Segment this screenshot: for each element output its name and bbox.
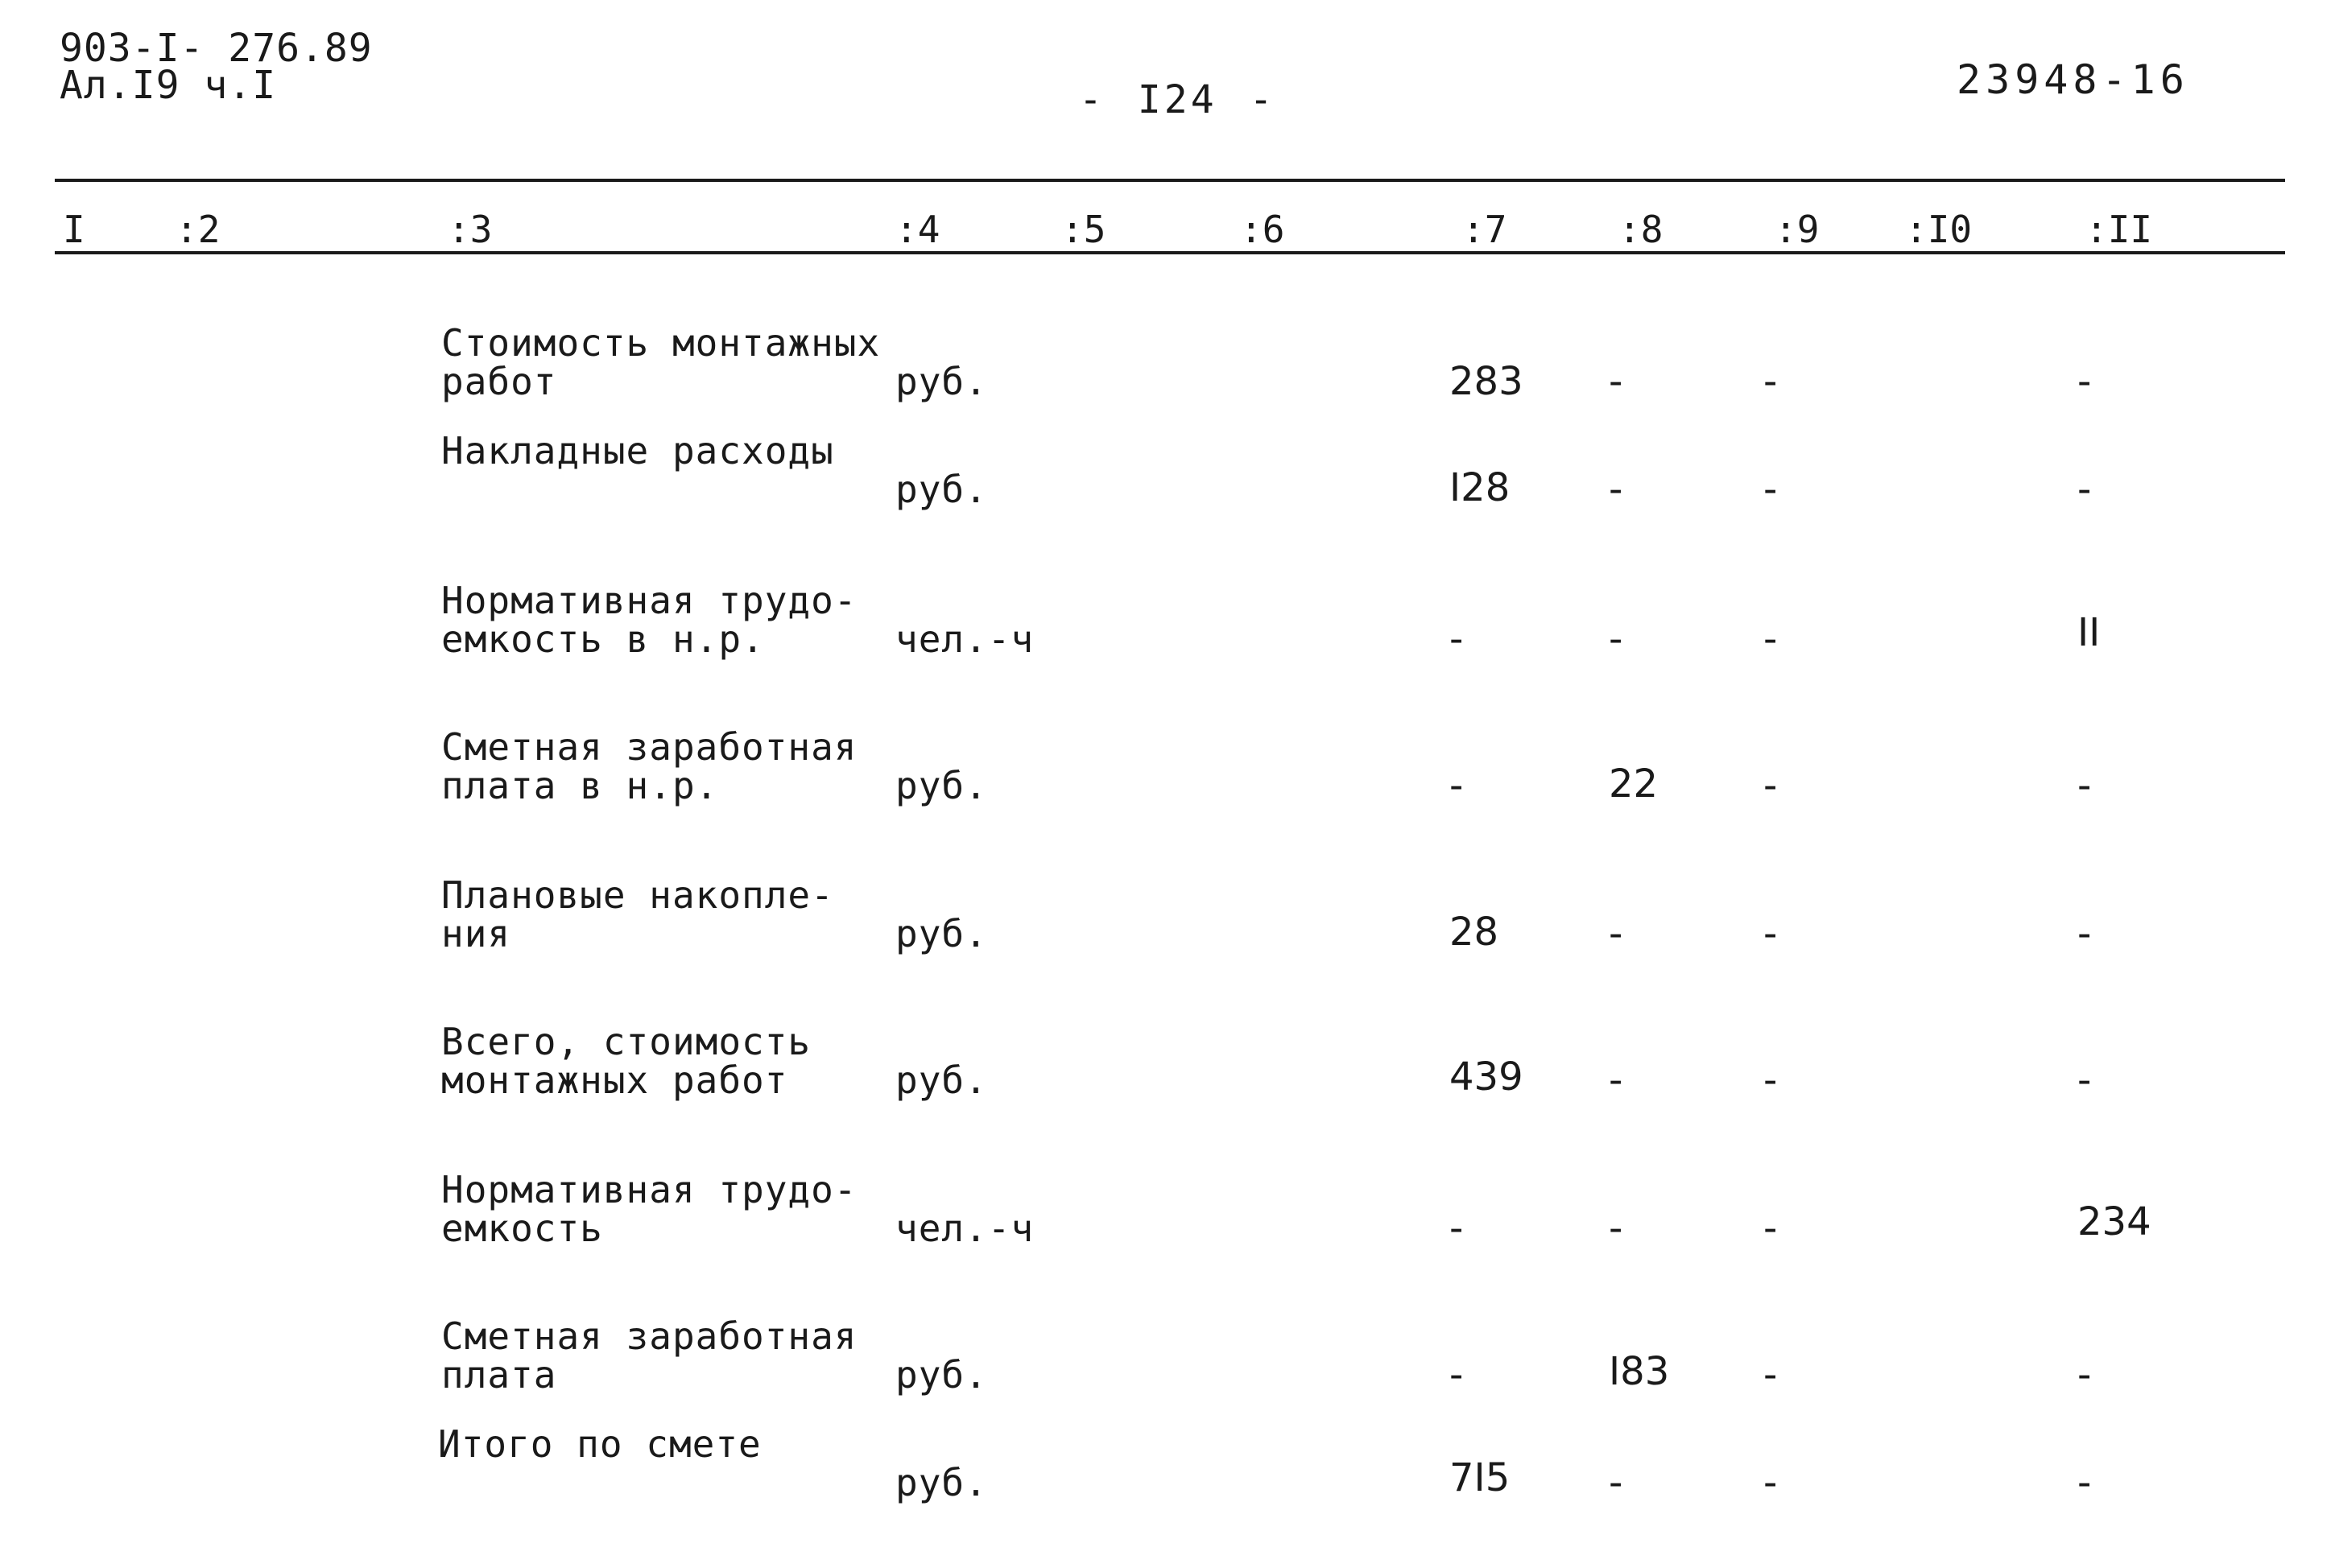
cell-col9: - (1763, 467, 1778, 512)
row-name: Стоимость монтажных работ (441, 321, 881, 403)
column-header-3: :3 (448, 208, 493, 251)
row-unit: руб. (895, 1461, 988, 1504)
cell-col11: - (2077, 763, 2092, 808)
row-unit: руб. (895, 360, 988, 403)
cell-col8: - (1609, 467, 1623, 512)
cell-col8: - (1609, 1460, 1623, 1505)
column-header-9: :9 (1775, 208, 1820, 251)
cell-col7: - (1449, 617, 1464, 662)
cell-col8: - (1609, 359, 1623, 404)
row-name: Нормативная трудо- емкость в н.р. (441, 579, 858, 661)
row-name: Сметная заработная плата (441, 1314, 858, 1397)
cell-col8: - (1609, 617, 1623, 662)
column-header-1: I (63, 208, 85, 251)
cell-col11: - (2077, 467, 2092, 512)
row-unit: руб. (895, 912, 988, 955)
row-unit: руб. (895, 1058, 988, 1102)
cell-col11: - (2077, 911, 2092, 956)
cell-col8: I83 (1609, 1349, 1670, 1394)
page-number-value: I24 (1137, 77, 1217, 122)
row-name: Нормативная трудо- емкость (441, 1168, 858, 1250)
cell-col9: - (1763, 359, 1778, 404)
project-code: 903-I- 276.89 (60, 26, 373, 71)
cell-col11: II (2077, 610, 2101, 655)
cell-col7: 283 (1449, 359, 1523, 404)
cell-col8: 22 (1609, 761, 1659, 807)
cell-col8: - (1609, 1206, 1623, 1251)
row-unit: чел.-ч (895, 1207, 1035, 1250)
cell-col11: - (2077, 1058, 2092, 1103)
cell-col7: I28 (1449, 465, 1511, 510)
row-unit: руб. (895, 1353, 988, 1397)
sheet-reference: Ал.I9 ч.I (60, 63, 277, 108)
row-unit: руб. (895, 468, 988, 511)
row-name: Сметная заработная плата в н.р. (441, 725, 858, 807)
cell-col7: - (1449, 1352, 1464, 1397)
cell-col9: - (1763, 1206, 1778, 1251)
cell-col9: - (1763, 1352, 1778, 1397)
column-header-5: :5 (1061, 208, 1106, 251)
cell-col7: 28 (1449, 910, 1499, 955)
column-header-6: :6 (1240, 208, 1285, 251)
page-number (1047, 77, 1308, 122)
row-name: Плановые накопле- ния (441, 873, 834, 955)
column-header-10: :I0 (1905, 208, 1973, 251)
cell-col9: - (1763, 763, 1778, 808)
cell-col7: 7I5 (1449, 1455, 1511, 1500)
cell-col9: - (1763, 617, 1778, 662)
cell-col8: - (1609, 1058, 1623, 1103)
row-name: Итого по смете (438, 1422, 762, 1466)
cell-col9: - (1763, 1058, 1778, 1103)
row-name: Накладные расходы (441, 429, 834, 472)
page-dash-left: - (1079, 77, 1106, 122)
cell-col7: 439 (1449, 1054, 1523, 1100)
column-header-8: :8 (1618, 208, 1664, 251)
cell-col11: 234 (2077, 1199, 2151, 1244)
cell-col9: - (1763, 1460, 1778, 1505)
cell-col11: - (2077, 1460, 2092, 1505)
column-header-7: :7 (1462, 208, 1507, 251)
cell-col7: - (1449, 1206, 1464, 1251)
cell-col11: - (2077, 359, 2092, 404)
cell-col8: - (1609, 911, 1623, 956)
column-header-11: :II (2085, 208, 2153, 251)
column-header-4: :4 (895, 208, 940, 251)
page-dash-right: - (1249, 77, 1276, 122)
document-number: 23948-16 (1957, 56, 2189, 103)
row-unit: чел.-ч (895, 617, 1035, 661)
cell-col9: - (1763, 911, 1778, 956)
row-name: Всего, стоимость монтажных работ (441, 1020, 812, 1102)
table-top-rule (55, 179, 2285, 182)
cell-col11: - (2077, 1352, 2092, 1397)
table-header-rule (55, 251, 2285, 254)
cell-col7: - (1449, 763, 1464, 808)
column-header-2: :2 (176, 208, 221, 251)
row-unit: руб. (895, 764, 988, 807)
